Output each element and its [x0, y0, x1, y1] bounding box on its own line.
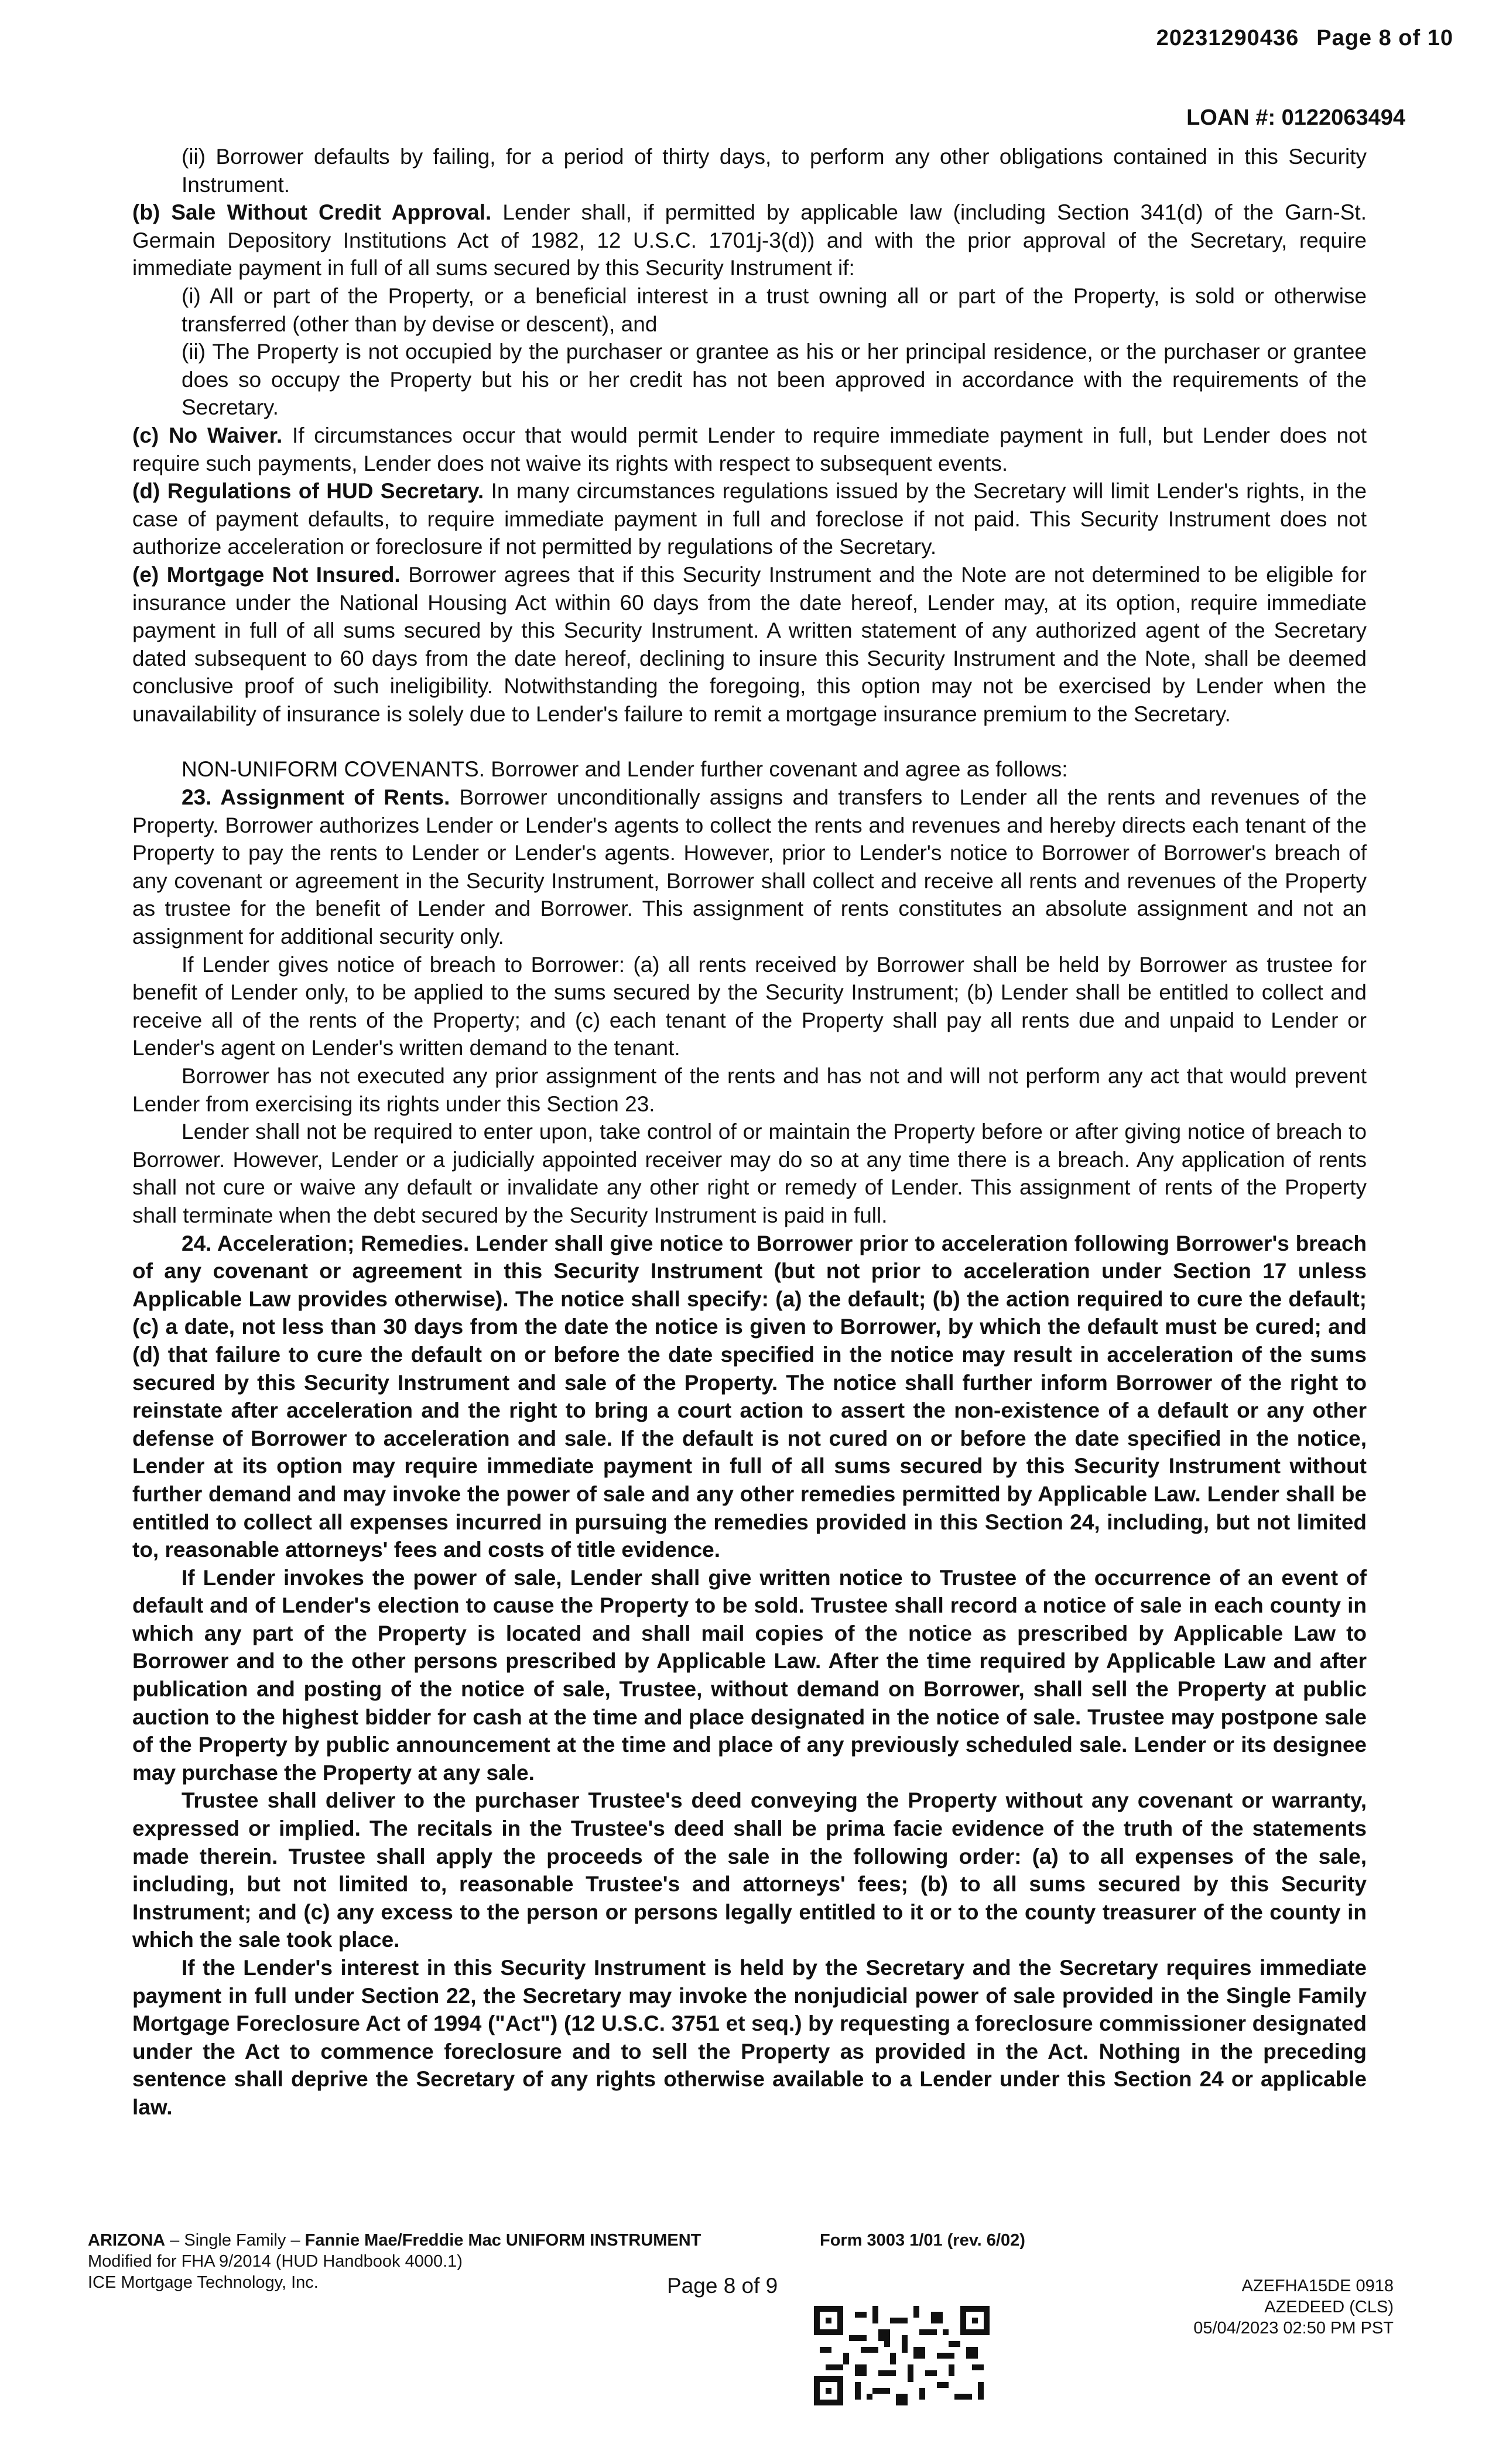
clause-c-no-waiver: (c) No Waiver. If circumstances occur that would permit Lender to require immediate payment in full, but Lender does not require such payments, Lender does not waive its rights with respect to subsequent events.: [132, 423, 1367, 475]
page-indicator: Page 8 of 10: [1316, 26, 1453, 50]
section-23-assignment-of-rents: 23. Assignment of Rents. Borrower unconditionally assigns and transfers to Lender all the rents and revenues of the Property. Borrower authorizes Lender or Lender's agents to collect the rents and revenues and hereby directs each tenant of the Property to pay the rents to Lender or Lender's agents. However, prior to Lender's notice to Borrower of Borrower's breach of any covenant or agreement in the Security Instrument, Borrower shall collect and receive all rents and revenues of the Property as trustee for the benefit of Lender and Borrower. This assignment of rents constitutes an absolute assignment and not an assignment for additional security only.: [132, 785, 1367, 949]
section-23-paragraph: If Lender gives notice of breach to Borrower: (a) all rents received by Borrower shall be held by Borrower as trustee for benefit of Lender only, to be applied to the sums secured by the Security Instrument; (b) Lender shall be entitled to collect and receive all of the rents of the Property; and (c) each tenant of the Property shall pay all rents due and unpaid to Lender or Lender's agent on Lender's written demand to the tenant.: [132, 952, 1367, 1060]
clause-heading: (d) Regulations of HUD Secretary.: [132, 479, 484, 504]
clause-b-sale-without-credit-approval: (b) Sale Without Credit Approval. Lender shall, if permitted by applicable law (including Section 341(d) of the Garn-St. Germain Depository Institutions Act of 1982, 12 U.S.C. 1701j-3(d)) and with the prior approval of the Secretary, require immediate payment in full of all sums secured by this Security Instrument if:: [132, 200, 1367, 280]
barcode-image: [814, 2306, 990, 2405]
section-23-paragraph: Lender shall not be required to enter upon, take control of or maintain the Property before or after giving notice of breach to Borrower. However, Lender or a judicially appointed receiver may do so at any time there is a breach. Any application of rents shall not cure or waive any default or invalidate any other right or remedy of Lender. This assignment of rents of the Property shall terminate when the debt secured by the Security Instrument is paid in full.: [132, 1120, 1367, 1227]
footer-form-info: ARIZONA – Single Family – Fannie Mae/Freddie Mac UNIFORM INSTRUMENT Modified for FHA 9/2014 (HUD Handbook 4000.1) ICE Mortgage Technology, Inc.: [88, 2231, 701, 2292]
section-24-paragraph: Trustee shall deliver to the purchaser Trustee's deed conveying the Property without any covenant or warranty, expressed or implied. The recitals in the Trustee's deed shall be prima facie evidence of the truth of the statements made therein. Trustee shall apply the proceeds of the sale in the following order: (a) to all expenses of the sale, including, but not limited to, reasonable Trustee's and attorneys' fees; (b) to all sums secured by this Security Instrument; and (c) any excess to the person or persons legally entitled to it or to the county treasurer of the county in which the sale took place.: [132, 1788, 1367, 1952]
footer-page-number: Page 8 of 9: [667, 2274, 778, 2298]
form-number: Form 3003 1/01 (rev. 6/02): [820, 2231, 1025, 2250]
section-heading: 23. Assignment of Rents.: [182, 785, 450, 810]
clause-heading: (b) Sale Without Credit Approval.: [132, 200, 492, 225]
clause-d-hud-regulations: (d) Regulations of HUD Secretary. In many circumstances regulations issued by the Secretary will limit Lender's rights, in the case of payment defaults, to require immediate payment in full and foreclose if not paid. This Security Instrument does not authorize acceleration or foreclosure if not permitted by regulations of the Secretary.: [132, 479, 1367, 559]
clause-b-ii: (ii) The Property is not occupied by the purchaser or grantee as his or her principal residence, or the purchaser or grantee does so occupy the Property but his or her credit has not been approved in accordance with the requirements of the Secretary.: [182, 340, 1367, 420]
recording-number: 20231290436: [1156, 26, 1299, 50]
page-footer: [88, 2230, 1394, 2405]
clause-b-i: (i) All or part of the Property, or a beneficial interest in a trust owning all or part of the Property, is sold or otherwise transferred (other than by devise or descent), and: [182, 283, 1367, 336]
loan-number: LOAN #: 0122063494: [1186, 105, 1405, 130]
clause-ii-default: (ii) Borrower defaults by failing, for a period of thirty days, to perform any other obligations contained in this Security Instrument.: [182, 145, 1367, 197]
recording-header: [1156, 26, 1453, 51]
clause-heading: (c) No Waiver.: [132, 423, 283, 447]
section-24-paragraph: If the Lender's interest in this Security Instrument is held by the Secretary and the Secretary requires immediate payment in full under Section 22, the Secretary may invoke the nonjudicial power of sale provided in the Single Family Mortgage Foreclosure Act of 1994 ("Act") (12 U.S.C. 3751 et seq.) by requesting a foreclosure commissioner designated under the Act to commence foreclosure and to sell the Property as provided in the Act. Nothing in the preceding sentence shall deprive the Secretary of any rights otherwise available to a Lender under this Section 24 or applicable law.: [132, 1956, 1367, 2119]
clause-heading: (e) Mortgage Not Insured.: [132, 562, 401, 587]
section-23-paragraph: Borrower has not executed any prior assignment of the rents and has not and will not perform any act that would prevent Lender from exercising its rights under this Section 23.: [132, 1064, 1367, 1116]
non-uniform-covenants: NON-UNIFORM COVENANTS. Borrower and Lender further covenant and agree as follows:: [182, 757, 1068, 782]
document-body: [132, 143, 1367, 2121]
section-24-acceleration-remedies: 24. Acceleration; Remedies. Lender shall give notice to Borrower prior to acceleration following Borrower's breach of any covenant or agreement in this Security Instrument (but not prior to acceleration under Section 17 unless Applicable Law provides otherwise). The notice shall specify: (a) the default; (b) the action required to cure the default; (c) a date, not less than 30 days from the date the notice is given to Borrower, by which the default must be cured; and (d) that failure to cure the default on or before the date specified in the notice may result in acceleration of the sums secured by this Security Instrument and sale of the Property. The notice shall further inform Borrower of the right to reinstate after acceleration and the right to bring a court action to assert the non-existence of a default or any other defense of Borrower to acceleration and sale. If the default is not cured on or before the date specified in the notice, Lender at its option may require immediate payment in full of all sums secured by this Security Instrument without further demand and may invoke the power of sale and any other remedies permitted by Applicable Law. Lender shall be entitled to collect all expenses incurred in pursuing the remedies provided in this Section 24, including, but not limited to, reasonable attorneys' fees and costs of title evidence.: [132, 1231, 1367, 1562]
section-24-paragraph: If Lender invokes the power of sale, Lender shall give written notice to Trustee of the occurrence of an event of default and of Lender's election to cause the Property to be sold. Trustee shall record a notice of sale in each county in which any part of the Property is located and shall mail copies of the notice as prescribed by Applicable Law to Borrower and to the other persons prescribed by Applicable Law. After the time required by Applicable Law and after publication and posting of the notice of sale, Trustee, without demand on Borrower, shall sell the Property at public auction to the highest bidder for cash at the time and place designated in the notice of sale. Trustee may postpone sale of the Property by public announcement at the time and place of any previously scheduled sale. Lender or its designee may purchase the Property at any sale.: [132, 1565, 1367, 1785]
footer-document-codes: AZEFHA15DE 0918 AZEDEED (CLS) 05/04/2023 02:50 PM PST: [1193, 2277, 1394, 2338]
clause-e-mortgage-not-insured: (e) Mortgage Not Insured. Borrower agrees that if this Security Instrument and the Note are not determined to be eligible for insurance under the National Housing Act within 60 days from the date hereof, Lender may, at its option, require immediate payment in full of all sums secured by this Security Instrument. A written statement of any authorized agent of the Secretary dated subsequent to 60 days from the date hereof, declining to insure this Security Instrument and the Note, shall be deemed conclusive proof of such ineligibility. Notwithstanding the foregoing, this option may not be exercised by Lender when the unavailability of insurance is solely due to Lender's failure to remit a mortgage insurance premium to the Secretary.: [132, 562, 1367, 726]
